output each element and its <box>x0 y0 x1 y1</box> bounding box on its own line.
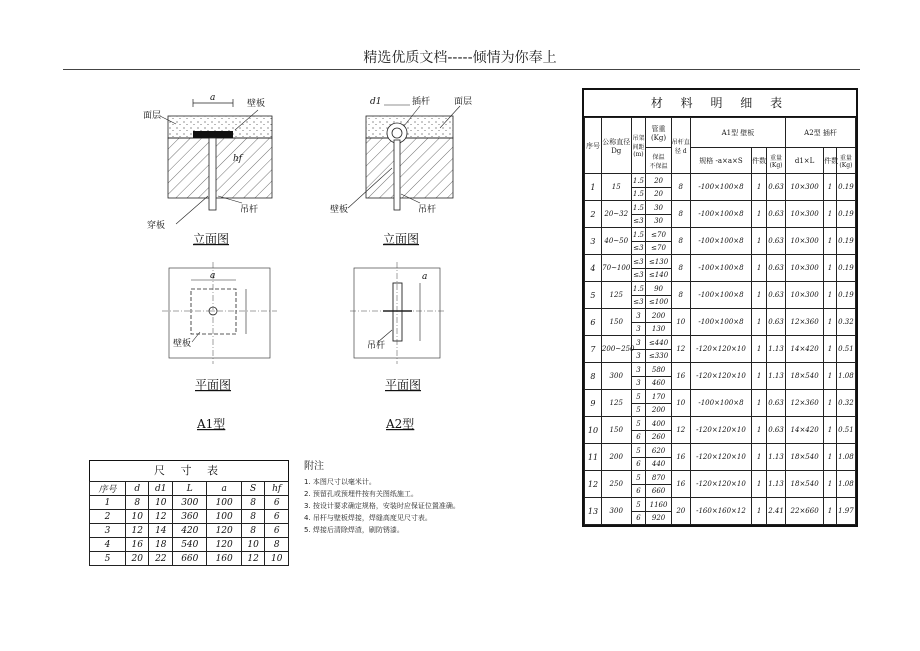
dims-cell: 360 <box>173 510 207 524</box>
mat-cell-rod-weight: 0.32 <box>836 309 855 336</box>
dims-cell: 14 <box>149 524 173 538</box>
mat-cell-plate-count: 1 <box>752 417 767 444</box>
mat-cell-dn: 200~250 <box>601 336 631 363</box>
dims-cell: 10 <box>125 510 149 524</box>
a1-plan-title: 平面图 <box>195 378 232 392</box>
mat-cell-rod: 10×300 <box>786 282 824 309</box>
mat-cell-spacing: 5 <box>631 498 646 512</box>
mat-cell-rod-d: 10 <box>671 309 690 336</box>
mat-cell-spacing: 6 <box>631 512 646 525</box>
table-row <box>585 471 856 485</box>
mat-cell-rod-count: 1 <box>824 444 837 471</box>
mat-cell-rod: 10×300 <box>786 174 824 201</box>
mat-cell-plate: -120×120×10 <box>690 471 751 498</box>
a1-plan-plate-label: 壁板 <box>173 339 192 349</box>
mat-cell-dn: 300 <box>601 498 631 525</box>
mat-cell-weight: 30 <box>646 215 671 228</box>
dims-cell: 12 <box>125 524 149 538</box>
notes-block <box>304 460 514 536</box>
dims-cell: 160 <box>207 552 241 566</box>
mat-header-weight-sub2: 不保温 <box>649 162 668 170</box>
mat-cell-rod-count: 1 <box>824 363 837 390</box>
mat-cell-dn: 150 <box>601 309 631 336</box>
dims-cell: 12 <box>149 510 173 524</box>
table-row <box>585 417 856 431</box>
mat-cell-rod-count: 1 <box>824 498 837 525</box>
dimension-table <box>89 460 289 566</box>
dims-cell: 10 <box>265 552 289 566</box>
mat-cell-plate-count: 1 <box>752 228 767 255</box>
mat-cell-plate: -120×120×10 <box>690 363 751 390</box>
mat-cell-no: 12 <box>585 471 602 498</box>
mat-cell-rod-count: 1 <box>824 174 837 201</box>
mat-cell-rod: 12×360 <box>786 309 824 336</box>
dims-cell: 100 <box>207 496 241 510</box>
a2-d1-label: d1 <box>370 97 382 107</box>
mat-cell-rod-count: 1 <box>824 309 837 336</box>
mat-cell-dn: 40~50 <box>601 228 631 255</box>
mat-header-a2: A2型 插杆 <box>786 118 856 148</box>
dims-cell: 120 <box>207 524 241 538</box>
mat-cell-rod-count: 1 <box>824 390 837 417</box>
mat-cell-weight: ≤70 <box>646 242 671 255</box>
mat-cell-rod-d: 16 <box>671 471 690 498</box>
mat-cell-spacing: 5 <box>631 390 646 404</box>
mat-cell-rod-count: 1 <box>824 336 837 363</box>
a1-bolt-label: 穿板 <box>147 221 166 231</box>
mat-cell-weight: 20 <box>646 188 671 201</box>
mat-cell-rod-d: 8 <box>671 255 690 282</box>
mat-cell-dn: 200 <box>601 444 631 471</box>
mat-cell-rod: 18×540 <box>786 444 824 471</box>
dims-cell: 300 <box>173 496 207 510</box>
mat-header-weight-sub <box>646 148 671 174</box>
mat-cell-weight: 400 <box>646 417 671 431</box>
mat-cell-rod: 12×360 <box>786 390 824 417</box>
mat-cell-weight: 660 <box>646 485 671 498</box>
mat-cell-plate-count: 1 <box>752 390 767 417</box>
mat-cell-spacing: 1.5 <box>631 228 646 242</box>
a2-plan-drawing <box>350 262 445 364</box>
dims-cell: 16 <box>125 538 149 552</box>
mat-header-a1-count: 件数 <box>752 148 767 174</box>
mat-cell-spacing: 6 <box>631 431 646 444</box>
mat-cell-plate-count: 1 <box>752 201 767 228</box>
mat-cell-spacing: 1.5 <box>631 174 646 188</box>
mat-cell-spacing: 6 <box>631 485 646 498</box>
dims-cell: 540 <box>173 538 207 552</box>
mat-cell-rod: 18×540 <box>786 363 824 390</box>
mat-cell-no: 8 <box>585 363 602 390</box>
dims-cell: 6 <box>265 524 289 538</box>
mat-cell-plate: -160×160×12 <box>690 498 751 525</box>
dims-cell: 1 <box>90 496 126 510</box>
mat-cell-plate: -100×100×8 <box>690 282 751 309</box>
mat-cell-rod-count: 1 <box>824 417 837 444</box>
mat-cell-spacing: 1.5 <box>631 282 646 296</box>
mat-cell-plate-weight: 1.13 <box>766 363 785 390</box>
table-row <box>90 552 289 566</box>
mat-cell-weight: ≤100 <box>646 296 671 309</box>
mat-cell-plate-weight: 1.13 <box>766 336 785 363</box>
table-row <box>90 524 289 538</box>
mat-cell-spacing: ≤3 <box>631 269 646 282</box>
mat-cell-weight: ≤70 <box>646 228 671 242</box>
mat-cell-spacing: ≤3 <box>631 215 646 228</box>
mat-cell-rod-d: 8 <box>671 174 690 201</box>
mat-header-no: 序号 <box>585 118 602 174</box>
mat-cell-plate-weight: 1.13 <box>766 444 785 471</box>
table-row <box>90 538 289 552</box>
mat-header-rod-d: 吊杆直径 d <box>671 118 690 174</box>
mat-cell-rod-count: 1 <box>824 228 837 255</box>
a2-elevation-drawing <box>348 105 460 210</box>
mat-cell-spacing: ≤3 <box>631 296 646 309</box>
dimension-table-title: 尺 寸 表 <box>89 460 289 481</box>
mat-header-weight-sub1: 保温 <box>652 153 665 161</box>
mat-cell-weight: ≤130 <box>646 255 671 269</box>
dimension-table-grid <box>89 481 289 566</box>
mat-cell-spacing: 5 <box>631 444 646 458</box>
mat-cell-rod-d: 10 <box>671 390 690 417</box>
mat-cell-plate-weight: 0.63 <box>766 417 785 444</box>
dims-header-cell: S <box>241 482 265 496</box>
dims-header-cell: d <box>125 482 149 496</box>
mat-cell-rod-weight: 1.08 <box>836 363 855 390</box>
dims-cell: 3 <box>90 524 126 538</box>
a1-plate-label: 壁板 <box>247 99 266 109</box>
mat-header-spacing: 吊架间距(m) <box>631 118 646 174</box>
mat-cell-weight: 20 <box>646 174 671 188</box>
table-row <box>585 255 856 269</box>
a1-plan-dim-label: a <box>210 271 216 281</box>
a1-rod-label: 吊杆 <box>240 205 259 215</box>
mat-cell-spacing: 3 <box>631 323 646 336</box>
mat-cell-plate-weight: 0.63 <box>766 174 785 201</box>
mat-cell-rod-weight: 1.97 <box>836 498 855 525</box>
mat-cell-plate-count: 1 <box>752 444 767 471</box>
dimension-table-header-row <box>90 482 289 496</box>
mat-cell-spacing: 5 <box>631 471 646 485</box>
mat-cell-dn: 125 <box>601 390 631 417</box>
material-table <box>582 88 858 527</box>
mat-cell-spacing: 5 <box>631 404 646 417</box>
mat-cell-no: 2 <box>585 201 602 228</box>
table-row <box>585 201 856 215</box>
mat-cell-plate: -120×120×10 <box>690 336 751 363</box>
table-row <box>585 444 856 458</box>
dims-cell: 420 <box>173 524 207 538</box>
mat-cell-plate: -100×100×8 <box>690 309 751 336</box>
dims-cell: 8 <box>241 524 265 538</box>
dims-cell: 22 <box>149 552 173 566</box>
mat-cell-weight: 260 <box>646 431 671 444</box>
mat-cell-plate-count: 1 <box>752 174 767 201</box>
mat-cell-rod-d: 8 <box>671 282 690 309</box>
mat-cell-plate-count: 1 <box>752 336 767 363</box>
mat-cell-spacing: 1.5 <box>631 201 646 215</box>
a2-elevation-title: 立面图 <box>383 232 420 246</box>
note-line: 3. 按设计要求确定规格，安装时应保证位置准确。 <box>304 502 460 510</box>
mat-cell-rod-d: 8 <box>671 228 690 255</box>
mat-cell-rod: 14×420 <box>786 336 824 363</box>
a1-dim-a-label: a <box>210 93 216 103</box>
mat-cell-plate-weight: 0.63 <box>766 390 785 417</box>
dims-cell: 660 <box>173 552 207 566</box>
mat-header-a2-count: 件数 <box>824 148 837 174</box>
mat-cell-spacing: ≤3 <box>631 242 646 255</box>
mat-cell-rod-weight: 0.51 <box>836 417 855 444</box>
mat-cell-no: 13 <box>585 498 602 525</box>
mat-cell-rod-d: 12 <box>671 417 690 444</box>
a2-plate-label: 壁板 <box>330 205 349 215</box>
mat-cell-no: 5 <box>585 282 602 309</box>
mat-cell-weight: 580 <box>646 363 671 377</box>
dims-cell: 8 <box>125 496 149 510</box>
notes-title: 附注 <box>304 461 324 472</box>
mat-cell-weight: 30 <box>646 201 671 215</box>
mat-cell-plate-weight: 0.63 <box>766 282 785 309</box>
mat-cell-weight: 200 <box>646 309 671 323</box>
mat-cell-spacing: 1.5 <box>631 188 646 201</box>
mat-header-a2-weight: 重量(Kg) <box>836 148 855 174</box>
mat-cell-rod-count: 1 <box>824 255 837 282</box>
mat-cell-rod: 10×300 <box>786 255 824 282</box>
mat-header-a1-spec: 规格 -a×a×S <box>690 148 751 174</box>
mat-cell-plate-count: 1 <box>752 255 767 282</box>
a1-type-title: A1型 <box>197 417 226 431</box>
table-row <box>585 498 856 512</box>
mat-cell-weight: 920 <box>646 512 671 525</box>
mat-cell-dn: 20~32 <box>601 201 631 228</box>
mat-cell-weight: 90 <box>646 282 671 296</box>
dims-cell: 4 <box>90 538 126 552</box>
a1-weld-label: hf <box>233 154 243 164</box>
mat-cell-rod-d: 16 <box>671 363 690 390</box>
mat-header-a1-weight: 重量(Kg) <box>766 148 785 174</box>
mat-cell-rod-weight: 1.08 <box>836 471 855 498</box>
mat-cell-no: 7 <box>585 336 602 363</box>
dims-header-cell: 序号 <box>90 482 126 496</box>
mat-cell-spacing: 6 <box>631 458 646 471</box>
mat-header-dn: 公称直径 Dg <box>601 118 631 174</box>
table-row <box>90 510 289 524</box>
mat-cell-plate-count: 1 <box>752 498 767 525</box>
mat-cell-spacing: ≤3 <box>631 255 646 269</box>
mat-cell-weight: ≤140 <box>646 269 671 282</box>
dims-cell: 8 <box>241 496 265 510</box>
mat-cell-plate-weight: 0.63 <box>766 201 785 228</box>
mat-cell-rod-weight: 0.19 <box>836 255 855 282</box>
mat-cell-rod-weight: 0.51 <box>836 336 855 363</box>
note-line: 4. 吊杆与壁板焊接，焊缝高度见尺寸表。 <box>304 514 432 522</box>
mat-cell-dn: 250 <box>601 471 631 498</box>
table-row <box>585 174 856 188</box>
mat-header-a1: A1型 壁板 <box>690 118 785 148</box>
mat-cell-plate-count: 1 <box>752 282 767 309</box>
mat-cell-plate: -100×100×8 <box>690 174 751 201</box>
a2-rod-label: 吊杆 <box>418 205 437 215</box>
a2-plan-title: 平面图 <box>385 378 422 392</box>
mat-cell-rod: 22×660 <box>786 498 824 525</box>
dimension-table-body <box>90 496 289 566</box>
mat-cell-no: 10 <box>585 417 602 444</box>
mat-cell-plate-weight: 0.63 <box>766 309 785 336</box>
mat-cell-rod-d: 16 <box>671 444 690 471</box>
table-row <box>585 282 856 296</box>
note-line: 5. 焊接后清除焊渣，刷防锈漆。 <box>304 526 404 534</box>
material-table-grid <box>584 117 856 525</box>
mat-cell-spacing: 3 <box>631 350 646 363</box>
mat-cell-rod-weight: 0.19 <box>836 228 855 255</box>
table-row <box>585 363 856 377</box>
mat-cell-rod: 18×540 <box>786 471 824 498</box>
mat-cell-dn: 70~100 <box>601 255 631 282</box>
mat-cell-rod: 10×300 <box>786 228 824 255</box>
mat-cell-rod-count: 1 <box>824 471 837 498</box>
mat-cell-weight: 130 <box>646 323 671 336</box>
page-header-title: 精选优质文档-----倾情为你奉上 <box>363 50 557 66</box>
mat-cell-no: 6 <box>585 309 602 336</box>
mat-cell-plate: -120×120×10 <box>690 444 751 471</box>
mat-cell-weight: ≤330 <box>646 350 671 363</box>
mat-cell-no: 11 <box>585 444 602 471</box>
mat-header-weight: 管重(Kg) <box>646 118 671 148</box>
a2-plan-dim-label: a <box>422 272 428 282</box>
mat-cell-plate-weight: 2.41 <box>766 498 785 525</box>
mat-cell-plate-count: 1 <box>752 309 767 336</box>
mat-cell-plate-weight: 0.63 <box>766 255 785 282</box>
table-row <box>585 309 856 323</box>
dims-cell: 10 <box>149 496 173 510</box>
mat-cell-rod-count: 1 <box>824 201 837 228</box>
mat-cell-plate-weight: 0.63 <box>766 228 785 255</box>
mat-cell-rod-weight: 0.19 <box>836 282 855 309</box>
note-line: 1. 本图尺寸以毫米计。 <box>304 478 376 486</box>
note-line: 2. 预留孔或预埋件按有关图纸施工。 <box>304 490 418 498</box>
material-header-row <box>585 118 856 148</box>
dims-header-cell: L <box>173 482 207 496</box>
mat-cell-rod-d: 20 <box>671 498 690 525</box>
mat-cell-rod: 14×420 <box>786 417 824 444</box>
mat-cell-plate: -100×100×8 <box>690 390 751 417</box>
dims-header-cell: a <box>207 482 241 496</box>
mat-cell-rod: 10×300 <box>786 201 824 228</box>
mat-cell-dn: 15 <box>601 174 631 201</box>
mat-cell-spacing: 3 <box>631 377 646 390</box>
table-row <box>585 336 856 350</box>
mat-cell-plate-count: 1 <box>752 471 767 498</box>
mat-cell-dn: 125 <box>601 282 631 309</box>
material-table-body <box>585 174 856 525</box>
a2-surface-label: 面层 <box>454 97 473 107</box>
mat-cell-no: 9 <box>585 390 602 417</box>
mat-cell-weight: 1160 <box>646 498 671 512</box>
mat-cell-rod-weight: 0.19 <box>836 201 855 228</box>
mat-cell-rod-weight: 1.08 <box>836 444 855 471</box>
mat-cell-plate-weight: 1.13 <box>766 471 785 498</box>
a2-anchor-label: 插杆 <box>412 97 431 107</box>
material-table-title: 材 料 明 细 表 <box>584 90 856 117</box>
mat-cell-plate: -100×100×8 <box>690 255 751 282</box>
mat-header-a2-spec: d1×L <box>786 148 824 174</box>
dims-cell: 10 <box>241 538 265 552</box>
mat-cell-spacing: 3 <box>631 363 646 377</box>
dims-cell: 6 <box>265 496 289 510</box>
dims-cell: 20 <box>125 552 149 566</box>
mat-cell-spacing: 3 <box>631 309 646 323</box>
a2-plan-rod-label: 吊杆 <box>367 341 386 351</box>
dims-cell: 2 <box>90 510 126 524</box>
dims-cell: 8 <box>265 538 289 552</box>
dims-cell: 6 <box>265 510 289 524</box>
mat-cell-rod-count: 1 <box>824 282 837 309</box>
a1-surface-label: 面层 <box>143 111 162 121</box>
mat-cell-weight: 440 <box>646 458 671 471</box>
mat-cell-plate-count: 1 <box>752 363 767 390</box>
dims-header-cell: hf <box>265 482 289 496</box>
mat-cell-dn: 300 <box>601 363 631 390</box>
mat-cell-weight: 870 <box>646 471 671 485</box>
mat-cell-weight: ≤440 <box>646 336 671 350</box>
mat-cell-rod-d: 8 <box>671 201 690 228</box>
a2-type-title: A2型 <box>386 417 415 431</box>
mat-cell-weight: 170 <box>646 390 671 404</box>
mat-cell-rod-weight: 0.32 <box>836 390 855 417</box>
dims-header-cell: d1 <box>149 482 173 496</box>
dims-cell: 8 <box>241 510 265 524</box>
dims-cell: 120 <box>207 538 241 552</box>
mat-cell-rod-weight: 0.19 <box>836 174 855 201</box>
mat-cell-no: 3 <box>585 228 602 255</box>
mat-cell-dn: 150 <box>601 417 631 444</box>
dims-cell: 100 <box>207 510 241 524</box>
dims-cell: 12 <box>241 552 265 566</box>
dims-cell: 18 <box>149 538 173 552</box>
mat-cell-no: 1 <box>585 174 602 201</box>
mat-cell-rod-d: 12 <box>671 336 690 363</box>
table-row <box>585 228 856 242</box>
mat-cell-weight: 620 <box>646 444 671 458</box>
dims-cell: 5 <box>90 552 126 566</box>
mat-cell-plate: -100×100×8 <box>690 228 751 255</box>
mat-cell-spacing: 5 <box>631 417 646 431</box>
mat-cell-spacing: 3 <box>631 336 646 350</box>
mat-cell-weight: 460 <box>646 377 671 390</box>
table-row <box>585 390 856 404</box>
table-row <box>90 496 289 510</box>
mat-cell-weight: 200 <box>646 404 671 417</box>
mat-cell-plate: -120×120×10 <box>690 417 751 444</box>
mat-cell-no: 4 <box>585 255 602 282</box>
a1-elevation-title: 立面图 <box>193 232 230 246</box>
mat-cell-plate: -100×100×8 <box>690 201 751 228</box>
